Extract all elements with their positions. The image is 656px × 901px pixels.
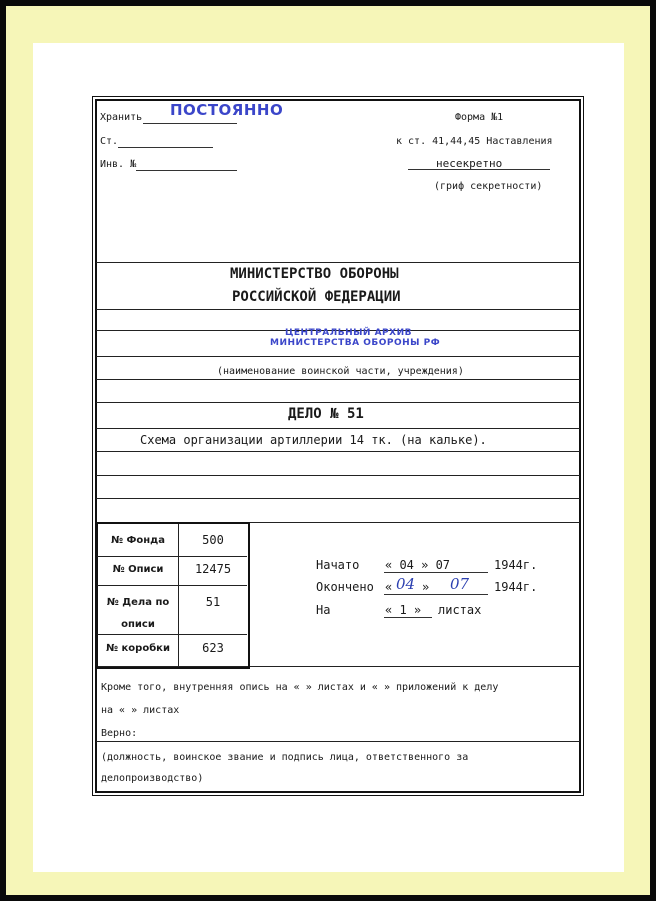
rule [96, 451, 580, 452]
rule [96, 379, 580, 380]
ministry-line-1: МИНИСТЕРСТВО ОБОРОНЫ [230, 266, 399, 282]
case-title: ДЕЛО № 51 [288, 406, 364, 422]
ministry-line-2: РОССИЙСКОЙ ФЕДЕРАЦИИ [232, 289, 401, 305]
started-label: Начато [316, 558, 360, 572]
secrecy-caption: (гриф секретности) [434, 181, 543, 192]
secrecy-value: несекретно [436, 157, 503, 170]
opis-value: 12475 [194, 562, 232, 576]
rule [96, 741, 580, 742]
box-value: 623 [202, 641, 224, 655]
form-number: Форма №1 [455, 112, 504, 123]
internal-inventory-line-2: на « » листах [101, 705, 180, 716]
case-description: Схема организации артиллерии 14 тк. (на кальке). [140, 433, 487, 447]
signature-caption-line-2: делопроизводство) [101, 773, 204, 784]
archive-stamp-line-1: ЦЕНТРАЛЬНЫЙ АРХИВ [285, 328, 412, 338]
box-label: № коробки [106, 643, 170, 654]
instruction-reference: к ст. 41,44,45 Наставления [396, 136, 553, 147]
registry-divider [178, 524, 179, 667]
keep-underline [143, 123, 237, 124]
secrecy-underline [408, 169, 550, 170]
sheets-value: « 1 » [385, 603, 422, 617]
ended-year: 1944г. [494, 580, 538, 594]
signature-caption-line-1: (должность, воинское звание и подпись лица, ответственного за [101, 752, 469, 763]
sheets-label: На [316, 603, 331, 617]
registry-row-line [97, 585, 247, 586]
opis-label: № Описи [112, 564, 164, 575]
keep-stamp: ПОСТОЯННО [170, 101, 284, 119]
registry-row-line [97, 634, 247, 635]
ended-underline [384, 594, 488, 595]
rule [96, 428, 580, 429]
delo-label-line-1: № Дела по [106, 597, 170, 608]
fond-value: 500 [202, 533, 224, 547]
fond-label: № Фонда [110, 535, 166, 546]
sheets-underline [384, 617, 432, 618]
archive-stamp-line-2: МИНИСТЕРСТВА ОБОРОНЫ РФ [270, 338, 441, 348]
rule [96, 356, 580, 357]
inventory-underline [136, 170, 237, 171]
rule [96, 498, 580, 499]
article-label: Ст. [100, 136, 119, 147]
internal-inventory-line: Кроме того, внутренняя опись на « » листах и « » приложений к делу [101, 682, 499, 693]
unit-caption: (наименование воинской части, учреждения) [217, 366, 464, 377]
ended-open-quote: « [385, 580, 393, 594]
verified-label: Верно: [101, 728, 138, 739]
delo-label-line-2: описи [121, 619, 155, 630]
inventory-number-label: Инв. № [100, 159, 137, 170]
started-value: « 04 » 07 [385, 558, 451, 572]
rule [96, 309, 580, 310]
ended-month: 07 [450, 575, 470, 593]
article-underline [118, 147, 213, 148]
registry-row-line [97, 556, 247, 557]
ended-close-quote: » [422, 580, 430, 594]
rule [96, 262, 580, 263]
started-year: 1944г. [494, 558, 538, 572]
rule [96, 475, 580, 476]
delo-value: 51 [205, 595, 221, 609]
ended-label: Окончено [316, 580, 374, 594]
started-underline [384, 572, 488, 573]
ended-day: 04 [396, 575, 416, 593]
keep-label: Хранить [100, 112, 143, 123]
sheets-unit: листах [438, 603, 482, 617]
rule [96, 402, 580, 403]
